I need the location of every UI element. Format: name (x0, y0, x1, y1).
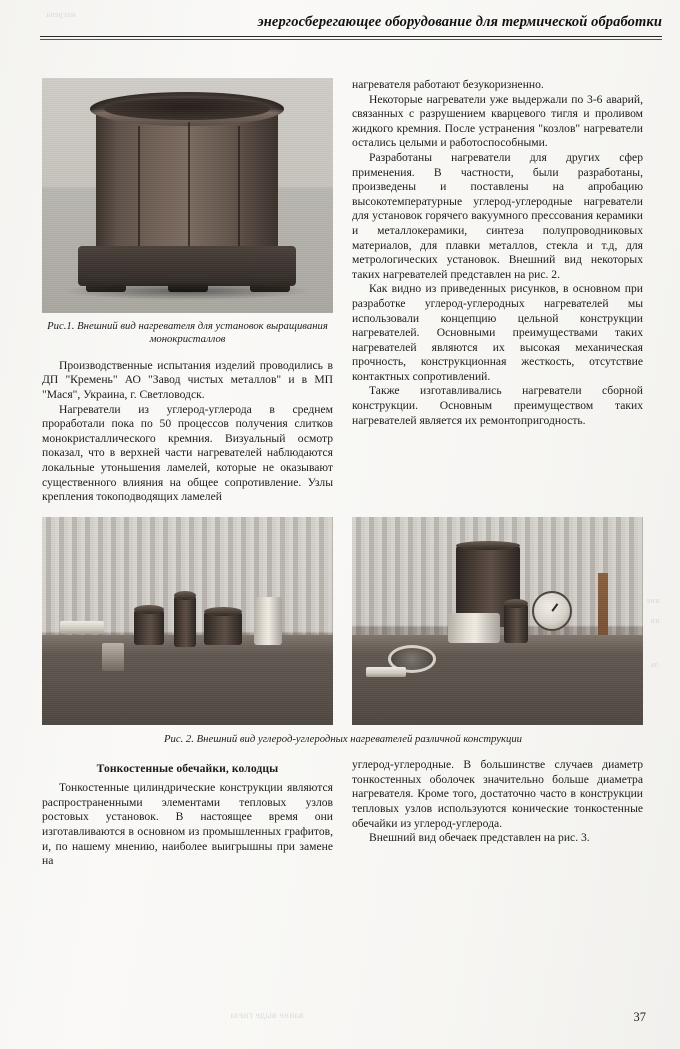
bottom-right-paragraph-2: Внешний вид обечаек представлен на рис. 3. (369, 831, 590, 845)
bottom-left-column (42, 758, 333, 869)
bottom-right-paragraph-1: углерод-углеродные. В большинстве случаев диаметр тонкостенных оболочек значительно больше диаметра нагревателя. Кроме того, достаточно часто в конструкции тепловых узлов используются конические тонкостенные обечайки из углерод-углерода. (352, 758, 643, 830)
heater-rod (188, 122, 190, 246)
left-paragraph-1: Производственные испытания изделий проводились в ДП "Кремень" АО "Завод чистых металлов" и в МП "Мася", Украина, г. Светловодск. (42, 358, 333, 401)
heater-shadow (62, 282, 312, 300)
right-paragraph-4: Как видно из приведенных рисунков, в основном при разработке углерод-углеродных нагревателей мы использовали концепцию цельной конструкции нагревателей. Основными преимуществами таких нагревателей являются их высокая механическая прочность, конструкционная жесткость, отсутствие контактных сопротивлений. (352, 282, 643, 383)
right-column (352, 78, 643, 505)
dark-cylinder-wide (204, 611, 242, 645)
bottom-columns (42, 758, 644, 869)
dark-cylinder-tall (174, 595, 196, 647)
page-number: 37 (633, 1010, 646, 1024)
right-paragraph-3: Разработаны нагреватели для других сфер применения. В частности, были разработаны, произведены и поставлены на апробацию высокотемпературные углерод-углеродные нагреватели для установок горячего вакуумного прессования керамики и металлокерамики, синтеза полупроводниковых материалов, для плавки металлов, стекла и т.д, для метрологических установок. Внешний вид некоторых таких нагревателей представлен на рис. 2. (352, 150, 643, 281)
ghost-text-mid-right-3: ль (650, 660, 659, 669)
bench-object (102, 643, 124, 671)
figure-2-image-right (352, 517, 643, 725)
heater-inner-opening (104, 98, 270, 120)
figure-2-images (42, 517, 644, 725)
top-columns (42, 78, 644, 505)
left-paragraph-2: Нагреватели из углерод-углерода в среднем проработали пока по 50 процессов получения слитков монокристаллического кремния. Визуальный осмотр показал, что в верхней части нагревателей наблюдаются локальные утоньшения ламелей, которые не оказывают существенного влияния на общее сопротивление. Узлы крепления токоподводящих ламелей (42, 402, 333, 504)
lab-bench (42, 635, 333, 724)
gauge-needle (551, 603, 558, 611)
ghost-text-bottom: ванне выде гнеза (230, 1010, 304, 1020)
ghost-text-mid-right-1: ние (646, 596, 660, 605)
heater-rod (238, 126, 240, 246)
ghost-text-mid-right-2: ни (650, 616, 660, 625)
right-paragraph-1: нагревателя работают безукоризненно. (352, 78, 544, 91)
page-header (40, 14, 662, 40)
heater-rod (138, 126, 140, 246)
gauge-dial (532, 591, 572, 631)
section-subheading: Тонкостенные обечайки, колодцы (96, 762, 279, 776)
figure-1-image (42, 78, 333, 313)
right-paragraph-2: Некоторые нагреватели уже выдержали по 3-6 аварий, связанных с разрушением кварцевого тигля и проливом жидкого кремния. После устранения "козлов" нагреватели остались целыми и работоспособными. (352, 92, 643, 150)
bottom-left-paragraph: Тонкостенные цилиндрические конструкции являются распространенными элементами тепловых узлов ростовых установок. В настоящее время они изготавливаются в основном из промышленных графитов, и, по нашему мнению, наиболее выигрышны при замене на (42, 781, 333, 868)
light-cylinder (254, 597, 282, 645)
right-paragraph-5: Также изготавливались нагреватели сборной конструкции. Основным преимуществом таких нагревателей является их ремонтопригодность. (352, 384, 643, 427)
figure-2-image-left (42, 517, 333, 725)
running-title: энергосберегающее оборудование для термической обработки (257, 14, 662, 30)
page-content (42, 78, 644, 869)
flat-plate-object (60, 621, 104, 634)
figure-1-caption: Рис.1. Внешний вид нагревателя для установок выращивания монокристаллов (47, 320, 328, 346)
dark-cylinder-small (504, 603, 528, 643)
left-column (42, 78, 333, 505)
header-rule (40, 36, 662, 40)
flat-plate-object (366, 667, 406, 677)
light-cylinder-wide (448, 613, 500, 643)
figure-2-caption: Рис. 2. Внешний вид углерод-углеродных нагревателей различной конструкции (163, 732, 523, 745)
dark-cylinder-small (134, 609, 164, 645)
ghost-text-top-left: нагрева (46, 10, 76, 19)
bottom-right-column (352, 758, 643, 869)
